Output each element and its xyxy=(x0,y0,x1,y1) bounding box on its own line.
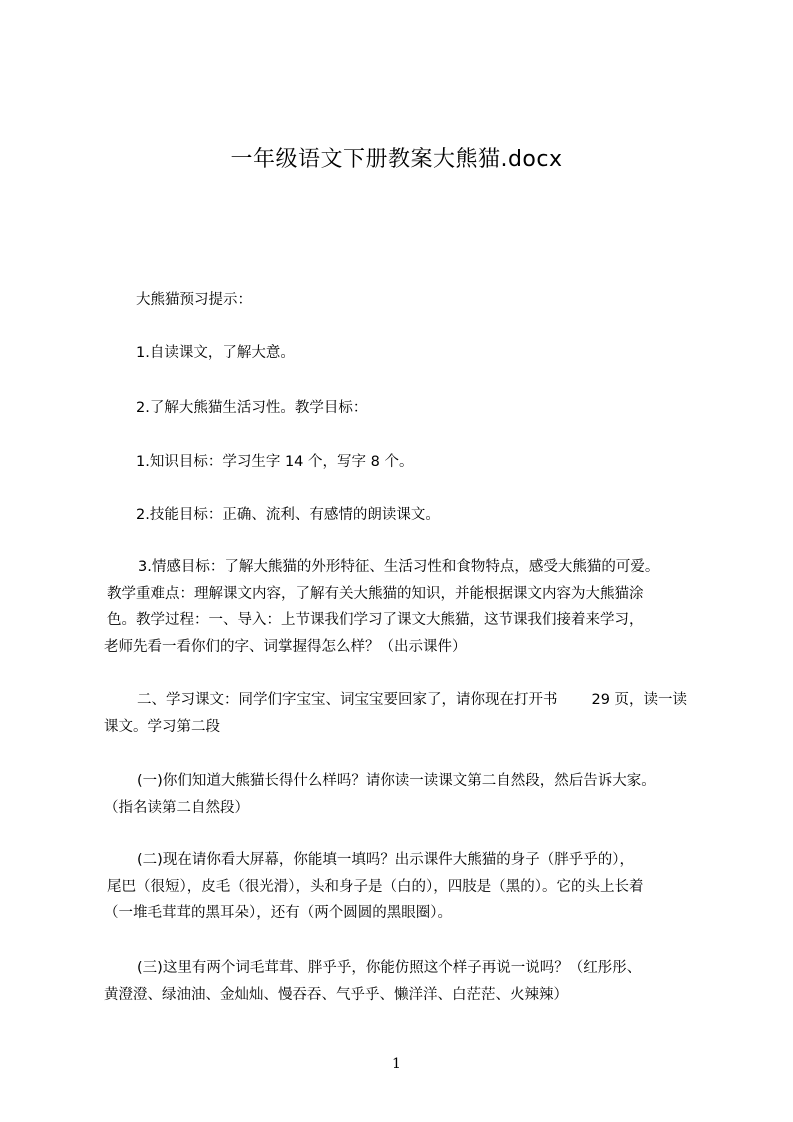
text-line: 2.了解大熊猫生活习性。教学目标： xyxy=(136,400,368,416)
page-number: 1 xyxy=(392,1056,401,1072)
text-line: 尾巴（很短），皮毛（很光滑），头和身子是（白的），四肢是（黑的）。它的头上长着 xyxy=(107,878,644,895)
paragraph-section-1 xyxy=(104,768,656,821)
text-segment: 二、学习课文：同学们字宝宝、词宝宝要回家了，请你现在打开书 xyxy=(137,692,558,708)
text-line xyxy=(104,687,687,714)
text-line: 教学重难点：理解课文内容，了解有关大熊猫的知识，并能根据课文内容为大熊猫涂 xyxy=(107,585,644,602)
paragraph-goal-skill xyxy=(136,502,440,529)
text-line: 色。教学过程：一、导入：上节课我们学习了课文大熊猫，这节课我们接着来学习， xyxy=(107,612,644,628)
paragraph-preview-1 xyxy=(136,340,295,367)
text-line: (三)这里有两个词毛茸茸、胖乎乎，你能仿照这个样子再说一说吗？（红彤彤、 xyxy=(137,960,642,976)
text-line: (一)你们知道大熊猫长得什么样吗？请你读一读课文第二自然段，然后告诉大家。 xyxy=(137,773,656,789)
text-line: 黄澄澄、绿油油、金灿灿、慢吞吞、气乎乎、懒洋洋、白茫茫、火辣辣） xyxy=(104,986,568,1003)
document-title: 一年级语文下册教案大熊猫.docx xyxy=(230,147,563,172)
text-line: 1.知识目标：学习生字 14 个，写字 8 个。 xyxy=(136,454,414,470)
text-line: 老师先看一看你们的字、词掌握得怎么样？（出示课件） xyxy=(104,638,467,655)
text-line: （一堆毛茸茸的黑耳朵），还有（两个圆圆的黑眼圈）。 xyxy=(104,905,452,921)
text-line: 大熊猫预习提示： xyxy=(136,292,252,308)
paragraph-preview-2 xyxy=(136,395,367,422)
text-line: （指名读第二自然段） xyxy=(104,799,249,816)
paragraph-goal-emotion xyxy=(104,554,659,660)
paragraph-section-2 xyxy=(104,847,644,927)
text-line: 3.情感目标：了解大熊猫的外形特征、生活习性和食物特点，感受大熊猫的可爱。 xyxy=(138,559,660,575)
text-segment: 29 页，读一读 xyxy=(591,692,688,708)
paragraph-learn-text xyxy=(104,687,687,740)
text-line: (二)现在请你看大屏幕，你能填一填吗？出示课件大熊猫的身子（胖乎乎的）， xyxy=(137,852,635,868)
paragraph-preview-heading xyxy=(136,287,252,314)
text-line: 1.自读课文，了解大意。 xyxy=(136,345,295,361)
text-line: 课文。学习第二段 xyxy=(104,718,220,735)
paragraph-section-3 xyxy=(104,955,641,1008)
paragraph-goal-knowledge xyxy=(136,449,413,476)
text-line: 2.技能目标：正确、流利、有感情的朗读课文。 xyxy=(136,507,440,523)
